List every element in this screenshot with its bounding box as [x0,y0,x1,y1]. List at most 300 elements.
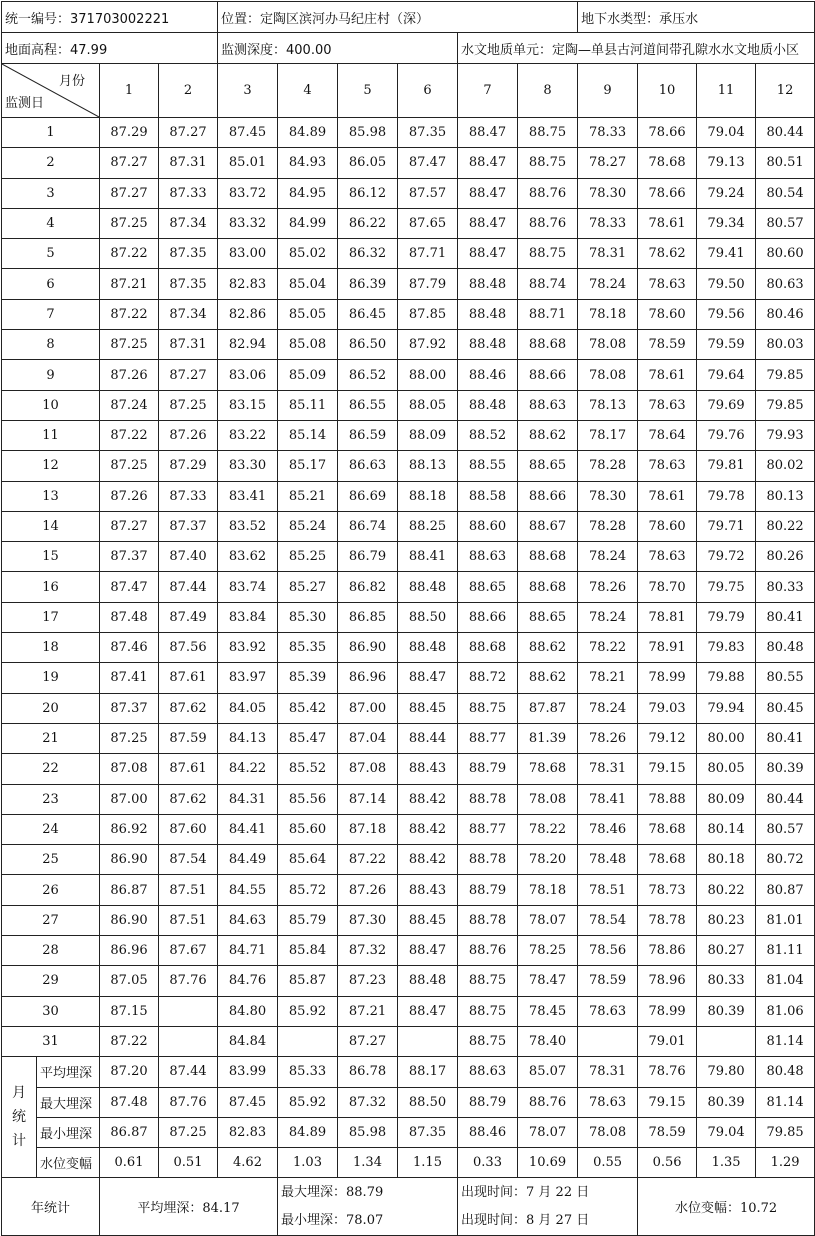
table-row [2,723,815,753]
value-cell: 87.37 [159,511,218,541]
yearly-average: 平均埋深：84.17 [100,1178,278,1236]
stat-label: 最大埋深 [37,1087,100,1117]
value-cell: 87.08 [338,754,398,784]
stat-value: 10.69 [518,1148,578,1178]
value-cell: 87.61 [159,663,218,693]
value-cell: 84.55 [218,875,278,905]
value-cell: 79.81 [697,451,756,481]
value-cell: 78.31 [578,754,638,784]
value-cell: 85.05 [278,299,338,329]
value-cell: 88.68 [518,330,578,360]
value-cell: 87.47 [100,572,159,602]
day-label: 21 [2,723,100,753]
corner-month-label: 月份 [58,74,85,89]
stat-value: 1.34 [338,1148,398,1178]
day-label: 25 [2,845,100,875]
day-label: 22 [2,754,100,784]
value-cell: 87.29 [159,451,218,481]
stat-value: 88.79 [458,1087,518,1117]
day-label: 3 [2,178,100,208]
value-cell: 78.45 [518,996,578,1026]
month-header: 5 [338,64,398,118]
value-cell: 78.24 [578,602,638,632]
table-row [2,269,815,299]
day-label: 11 [2,420,100,450]
value-cell: 87.56 [159,633,218,663]
value-cell: 80.87 [756,875,815,905]
stat-value: 80.39 [697,1087,756,1117]
value-cell: 79.50 [697,269,756,299]
stat-value: 1.15 [398,1148,458,1178]
value-cell: 88.58 [458,481,518,511]
value-cell: 79.03 [638,693,697,723]
value-cell: 79.88 [697,663,756,693]
value-cell: 78.86 [638,936,697,966]
value-cell: 84.49 [218,845,278,875]
station-id: 统一编号：371703002221 [2,2,218,33]
value-cell: 87.26 [100,481,159,511]
value-cell: 86.82 [338,572,398,602]
value-cell: 88.79 [458,754,518,784]
value-cell: 88.72 [458,663,518,693]
month-header: 6 [398,64,458,118]
monthly-stats-label [2,1057,37,1178]
value-cell: 80.57 [756,208,815,238]
value-cell: 87.22 [100,299,159,329]
value-cell: 79.41 [697,239,756,269]
yearly-max-min [278,1178,458,1236]
value-cell: 86.90 [338,633,398,663]
table-row [2,693,815,723]
yearly-row [2,1178,815,1236]
stat-value: 79.80 [697,1057,756,1087]
value-cell: 78.63 [638,451,697,481]
value-cell: 88.60 [458,511,518,541]
day-label: 19 [2,663,100,693]
value-cell: 79.75 [697,572,756,602]
value-cell: 88.62 [518,420,578,450]
value-cell: 88.66 [518,481,578,511]
value-cell: 78.33 [578,208,638,238]
table-row [2,511,815,541]
value-cell: 88.47 [458,118,518,148]
value-cell: 79.34 [697,208,756,238]
value-cell: 78.22 [578,633,638,663]
value-cell: 84.41 [218,814,278,844]
value-cell [278,1026,338,1056]
value-cell: 88.76 [518,178,578,208]
value-cell: 78.21 [578,663,638,693]
month-header: 2 [159,64,218,118]
value-cell: 80.33 [756,572,815,602]
table-row [2,663,815,693]
value-cell: 78.91 [638,633,697,663]
value-cell: 78.61 [638,208,697,238]
day-label: 26 [2,875,100,905]
table-row [2,1026,815,1056]
value-cell: 86.63 [338,451,398,481]
value-cell: 79.56 [697,299,756,329]
value-cell: 88.65 [458,572,518,602]
value-cell: 87.23 [338,966,398,996]
value-cell: 88.74 [518,269,578,299]
value-cell: 85.84 [278,936,338,966]
value-cell: 85.98 [338,118,398,148]
value-cell: 85.27 [278,572,338,602]
value-cell: 84.84 [218,1026,278,1056]
stat-label: 最小埋深 [37,1117,100,1147]
value-cell: 78.41 [578,784,638,814]
day-label: 23 [2,784,100,814]
value-cell: 84.80 [218,996,278,1026]
value-cell: 85.79 [278,905,338,935]
value-cell: 83.00 [218,239,278,269]
table-row [2,390,815,420]
value-cell: 86.12 [338,178,398,208]
monitoring-table [1,1,815,1236]
ground-elevation: 地面高程：47.99 [2,33,218,64]
stat-value: 1.29 [756,1148,815,1178]
stat-value: 79.04 [697,1117,756,1147]
value-cell: 87.85 [398,299,458,329]
value-cell: 80.33 [697,966,756,996]
value-cell: 85.17 [278,451,338,481]
value-cell: 78.96 [638,966,697,996]
value-cell: 87.00 [338,693,398,723]
value-cell: 87.87 [518,693,578,723]
value-cell: 88.66 [518,360,578,390]
value-cell: 88.63 [458,542,518,572]
stat-value: 87.48 [100,1087,159,1117]
value-cell: 80.13 [756,481,815,511]
value-cell: 79.76 [697,420,756,450]
value-cell: 78.20 [518,845,578,875]
stat-value: 80.48 [756,1057,815,1087]
yearly-label: 年统计 [2,1178,100,1236]
value-cell: 87.24 [100,390,159,420]
value-cell: 78.68 [638,814,697,844]
month-header-row [2,64,815,118]
water-type: 地下水类型：承压水 [578,2,815,33]
value-cell: 88.75 [518,148,578,178]
value-cell: 87.51 [159,875,218,905]
value-cell [398,1026,458,1056]
value-cell: 87.44 [159,572,218,602]
value-cell: 83.52 [218,511,278,541]
table-row [2,966,815,996]
value-cell [159,996,218,1026]
day-label: 7 [2,299,100,329]
stat-value: 88.76 [518,1087,578,1117]
value-cell: 85.14 [278,420,338,450]
value-cell: 79.72 [697,542,756,572]
value-cell: 79.59 [697,330,756,360]
day-label: 4 [2,208,100,238]
value-cell: 88.43 [398,875,458,905]
day-label: 1 [2,118,100,148]
month-header: 12 [756,64,815,118]
value-cell: 87.33 [159,481,218,511]
value-cell: 79.15 [638,754,697,784]
value-cell [697,1026,756,1056]
table-row [2,784,815,814]
value-cell: 78.18 [518,875,578,905]
value-cell: 88.77 [458,723,518,753]
stat-value: 78.59 [638,1117,697,1147]
value-cell: 86.74 [338,511,398,541]
monthly-stats-char: 统 [12,1109,26,1126]
value-cell: 88.77 [458,814,518,844]
value-cell: 88.55 [458,451,518,481]
stat-value: 78.31 [578,1057,638,1087]
value-cell: 83.06 [218,360,278,390]
value-cell: 80.23 [697,905,756,935]
value-cell: 78.13 [578,390,638,420]
value-cell: 81.01 [756,905,815,935]
value-cell: 81.11 [756,936,815,966]
value-cell: 82.94 [218,330,278,360]
yearly-times [458,1178,638,1236]
stat-value: 87.25 [159,1117,218,1147]
value-cell: 87.27 [159,360,218,390]
value-cell: 78.70 [638,572,697,602]
value-cell: 85.60 [278,814,338,844]
value-cell: 87.25 [100,208,159,238]
stat-value: 87.76 [159,1087,218,1117]
value-cell: 88.00 [398,360,458,390]
value-cell: 87.04 [338,723,398,753]
value-cell: 87.46 [100,633,159,663]
value-cell: 86.55 [338,390,398,420]
value-cell: 88.45 [398,905,458,935]
value-cell: 88.75 [518,118,578,148]
table-row [2,451,815,481]
value-cell: 88.78 [458,845,518,875]
value-cell: 80.41 [756,723,815,753]
stat-value: 85.92 [278,1087,338,1117]
stat-label: 平均埋深 [37,1057,100,1087]
value-cell: 78.64 [638,420,697,450]
value-cell: 78.88 [638,784,697,814]
day-label: 13 [2,481,100,511]
value-cell: 80.46 [756,299,815,329]
value-cell: 87.62 [159,784,218,814]
month-header: 9 [578,64,638,118]
value-cell: 88.42 [398,814,458,844]
value-cell: 88.78 [458,784,518,814]
groundwater-table [1,1,814,1236]
value-cell: 80.14 [697,814,756,844]
value-cell: 84.95 [278,178,338,208]
value-cell: 88.46 [458,360,518,390]
value-cell: 80.63 [756,269,815,299]
day-label: 9 [2,360,100,390]
value-cell: 84.89 [278,118,338,148]
stat-value: 83.99 [218,1057,278,1087]
value-cell: 87.00 [100,784,159,814]
day-label: 18 [2,633,100,663]
value-cell: 88.48 [398,572,458,602]
value-cell: 86.05 [338,148,398,178]
value-cell: 86.45 [338,299,398,329]
value-cell: 78.30 [578,178,638,208]
month-header: 11 [697,64,756,118]
stat-value: 87.35 [398,1117,458,1147]
value-cell: 87.25 [100,451,159,481]
day-label: 16 [2,572,100,602]
value-cell: 78.62 [638,239,697,269]
value-cell: 78.61 [638,360,697,390]
value-cell: 78.68 [518,754,578,784]
value-cell: 78.25 [518,936,578,966]
value-cell: 87.22 [100,239,159,269]
value-cell: 78.60 [638,299,697,329]
value-cell: 86.85 [338,602,398,632]
value-cell: 88.71 [518,299,578,329]
value-cell: 80.39 [697,996,756,1026]
hydro-unit: 水文地质单元：定陶—单县古河道间带孔隙水水文地质小区 [458,33,815,64]
month-header: 8 [518,64,578,118]
value-cell: 87.60 [159,814,218,844]
value-cell: 88.47 [458,148,518,178]
value-cell: 79.78 [697,481,756,511]
value-cell: 78.31 [578,239,638,269]
yearly-min-time: 出现时间：8 月 27 日 [461,1212,590,1228]
value-cell: 87.25 [100,330,159,360]
value-cell: 83.30 [218,451,278,481]
value-cell: 88.48 [458,390,518,420]
value-cell: 82.83 [218,269,278,299]
value-cell: 87.47 [398,148,458,178]
value-cell: 88.79 [458,875,518,905]
value-cell: 80.03 [756,330,815,360]
value-cell: 88.78 [458,905,518,935]
stat-value: 78.76 [638,1057,697,1087]
value-cell: 83.62 [218,542,278,572]
value-cell: 81.39 [518,723,578,753]
value-cell: 78.40 [518,1026,578,1056]
stat-value: 79.15 [638,1087,697,1117]
value-cell: 78.99 [638,996,697,1026]
stat-row [2,1117,815,1147]
value-cell: 78.61 [638,481,697,511]
table-row [2,239,815,269]
value-cell: 87.79 [398,269,458,299]
value-cell: 88.75 [518,239,578,269]
value-cell: 81.04 [756,966,815,996]
value-cell: 85.92 [278,996,338,1026]
value-cell: 87.30 [338,905,398,935]
value-cell: 86.90 [100,905,159,935]
value-cell: 88.47 [458,178,518,208]
value-cell: 84.63 [218,905,278,935]
value-cell: 87.05 [100,966,159,996]
value-cell: 87.57 [398,178,458,208]
value-cell: 87.22 [338,845,398,875]
value-cell: 78.18 [578,299,638,329]
value-cell: 86.90 [100,845,159,875]
stat-value: 0.56 [638,1148,697,1178]
stat-value: 82.83 [218,1117,278,1147]
table-row [2,360,815,390]
month-header: 3 [218,64,278,118]
value-cell: 88.05 [398,390,458,420]
stat-value: 88.50 [398,1087,458,1117]
stat-value: 79.85 [756,1117,815,1147]
value-cell: 87.48 [100,602,159,632]
value-cell: 84.31 [218,784,278,814]
stat-value: 0.33 [458,1148,518,1178]
table-row [2,905,815,935]
value-cell: 88.47 [458,208,518,238]
value-cell: 80.55 [756,663,815,693]
value-cell: 88.76 [518,208,578,238]
table-row [2,996,815,1026]
value-cell: 88.41 [398,542,458,572]
value-cell: 84.76 [218,966,278,996]
value-cell: 86.92 [100,814,159,844]
header-row-1 [2,2,815,33]
value-cell: 88.09 [398,420,458,450]
stat-value: 0.61 [100,1148,159,1178]
stat-value: 78.63 [578,1087,638,1117]
value-cell: 87.54 [159,845,218,875]
day-label: 29 [2,966,100,996]
value-cell: 78.22 [518,814,578,844]
value-cell: 88.48 [458,299,518,329]
value-cell: 87.15 [100,996,159,1026]
table-row [2,754,815,784]
table-row [2,118,815,148]
value-cell: 86.22 [338,208,398,238]
value-cell: 87.27 [338,1026,398,1056]
value-cell: 88.65 [518,602,578,632]
value-cell: 86.59 [338,420,398,450]
value-cell: 86.32 [338,239,398,269]
stat-value: 85.98 [338,1117,398,1147]
value-cell: 85.87 [278,966,338,996]
value-cell: 78.51 [578,875,638,905]
value-cell: 80.02 [756,451,815,481]
value-cell: 85.42 [278,693,338,723]
value-cell: 80.45 [756,693,815,723]
value-cell: 88.18 [398,481,458,511]
value-cell: 88.43 [398,754,458,784]
table-row [2,814,815,844]
stat-value: 87.20 [100,1057,159,1087]
value-cell: 87.27 [100,511,159,541]
table-row [2,936,815,966]
value-cell: 84.99 [278,208,338,238]
value-cell [159,1026,218,1056]
value-cell: 80.41 [756,602,815,632]
stat-value: 88.17 [398,1057,458,1087]
day-label: 2 [2,148,100,178]
value-cell: 87.27 [159,118,218,148]
value-cell: 80.54 [756,178,815,208]
value-cell: 88.62 [518,633,578,663]
value-cell: 79.93 [756,420,815,450]
table-row [2,208,815,238]
value-cell: 80.51 [756,148,815,178]
value-cell: 88.68 [518,572,578,602]
value-cell: 87.37 [100,542,159,572]
value-cell: 78.56 [578,936,638,966]
value-cell: 83.84 [218,602,278,632]
value-cell: 84.71 [218,936,278,966]
value-cell: 79.69 [697,390,756,420]
value-cell: 79.85 [756,360,815,390]
